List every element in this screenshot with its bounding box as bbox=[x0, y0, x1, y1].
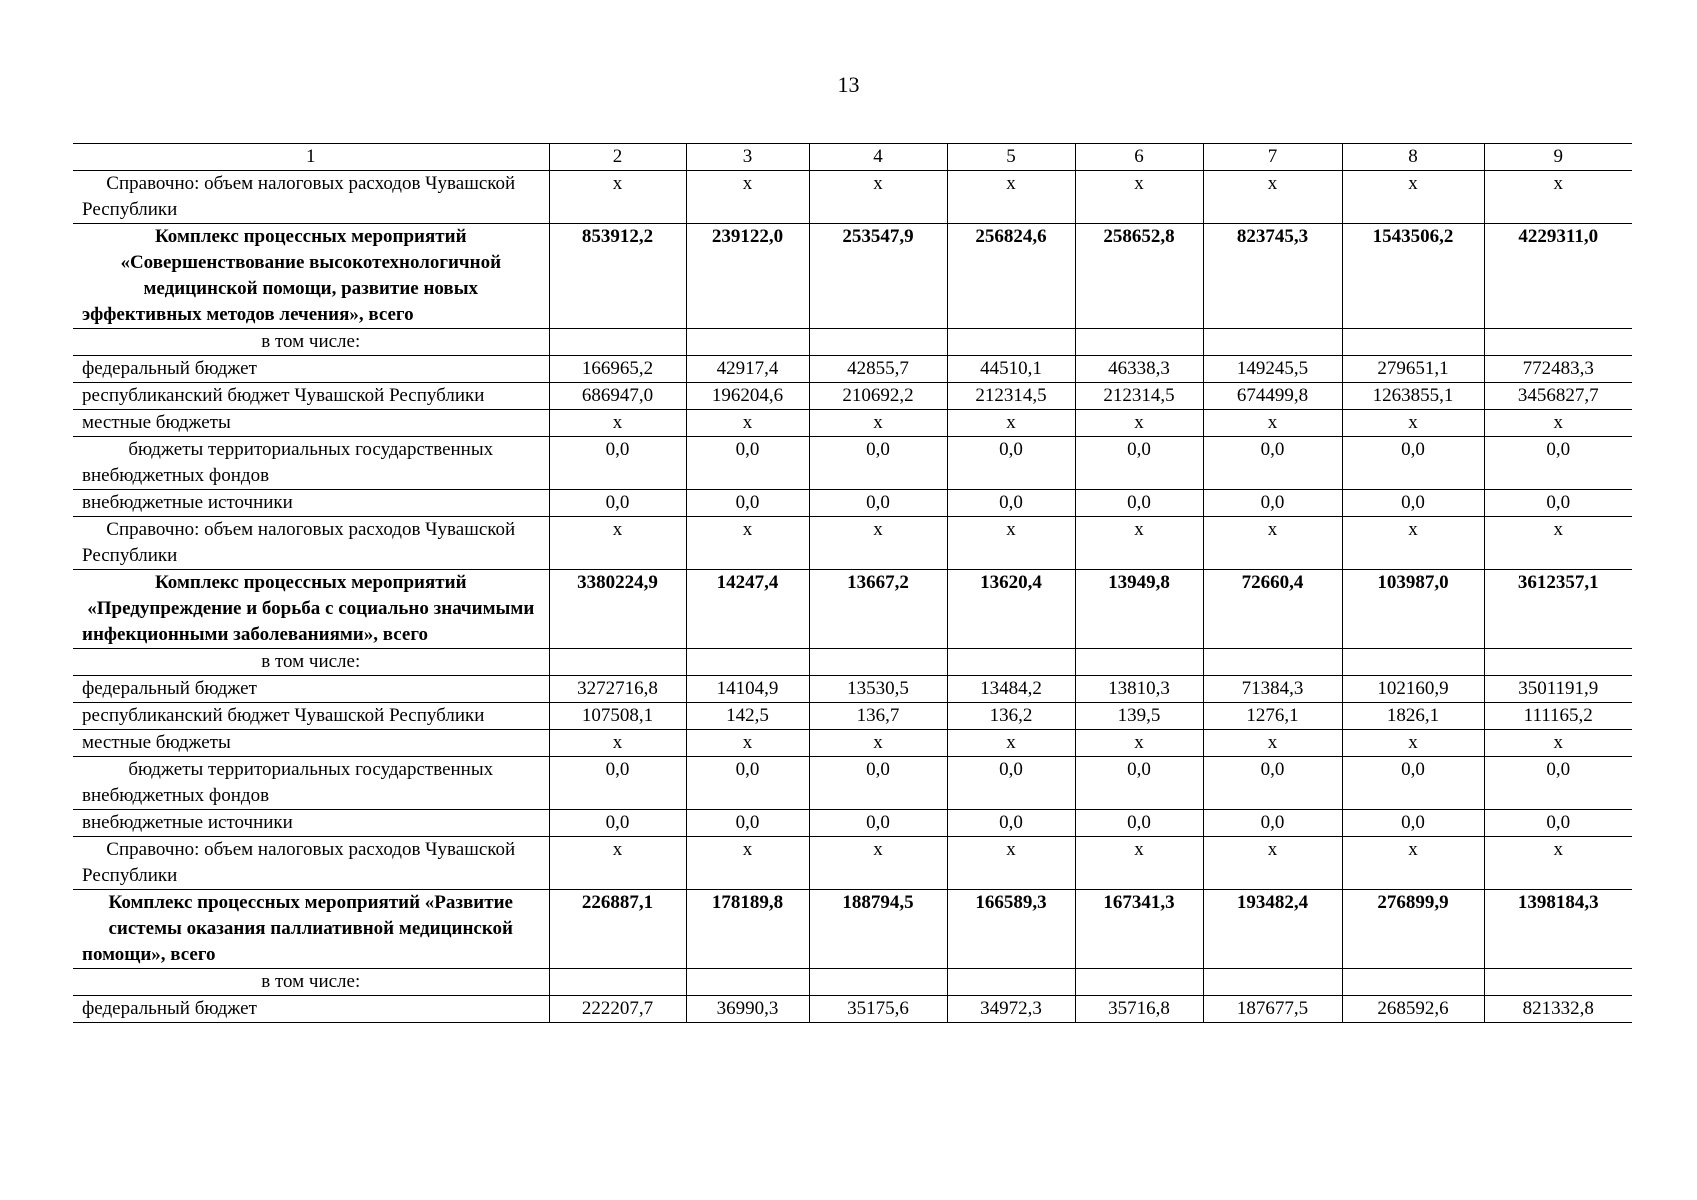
value-cell: 166589,3 bbox=[947, 890, 1075, 969]
value-cell: 34972,3 bbox=[947, 996, 1075, 1023]
row-label: федеральный бюджет bbox=[73, 356, 549, 383]
value-cell: 0,0 bbox=[809, 437, 947, 490]
value-cell bbox=[809, 969, 947, 996]
value-cell: 13810,3 bbox=[1075, 676, 1203, 703]
row-label: в том числе: bbox=[73, 329, 549, 356]
value-cell: 674499,8 bbox=[1203, 383, 1342, 410]
value-cell: 0,0 bbox=[809, 757, 947, 810]
row-label: Комплекс процессных мероприятий «Совершенствование высокотехнологичной медицинской помощи, развитие новых эффективных методов лечения», всего bbox=[73, 224, 549, 329]
table-row bbox=[73, 517, 1632, 570]
value-cell bbox=[1342, 969, 1484, 996]
value-cell: 72660,4 bbox=[1203, 570, 1342, 649]
value-cell: 13620,4 bbox=[947, 570, 1075, 649]
value-cell bbox=[1342, 649, 1484, 676]
table-row bbox=[73, 383, 1632, 410]
value-cell: 193482,4 bbox=[1203, 890, 1342, 969]
value-cell: x bbox=[809, 837, 947, 890]
column-number: 9 bbox=[1484, 144, 1632, 171]
value-cell: 102160,9 bbox=[1342, 676, 1484, 703]
value-cell: 167341,3 bbox=[1075, 890, 1203, 969]
table-row bbox=[73, 171, 1632, 224]
value-cell: x bbox=[1075, 410, 1203, 437]
value-cell bbox=[549, 649, 686, 676]
value-cell: x bbox=[947, 410, 1075, 437]
row-label: республиканский бюджет Чувашской Республики bbox=[73, 703, 549, 730]
value-cell: 42855,7 bbox=[809, 356, 947, 383]
value-cell: 0,0 bbox=[809, 810, 947, 837]
row-label: Справочно: объем налоговых расходов Чувашской Республики bbox=[73, 517, 549, 570]
table-row-program bbox=[73, 890, 1632, 969]
row-label: бюджеты территориальных государственных внебюджетных фондов bbox=[73, 437, 549, 490]
value-cell: 0,0 bbox=[947, 490, 1075, 517]
value-cell: 1276,1 bbox=[1203, 703, 1342, 730]
value-cell: x bbox=[1484, 837, 1632, 890]
value-cell: 166965,2 bbox=[549, 356, 686, 383]
value-cell: 0,0 bbox=[1484, 810, 1632, 837]
value-cell bbox=[1484, 329, 1632, 356]
value-cell bbox=[1484, 649, 1632, 676]
value-cell bbox=[1075, 969, 1203, 996]
value-cell bbox=[686, 329, 809, 356]
row-label: в том числе: bbox=[73, 649, 549, 676]
value-cell: 13530,5 bbox=[809, 676, 947, 703]
value-cell: x bbox=[1342, 730, 1484, 757]
value-cell: x bbox=[549, 730, 686, 757]
row-label: федеральный бюджет bbox=[73, 996, 549, 1023]
table-row-program bbox=[73, 224, 1632, 329]
value-cell: x bbox=[686, 410, 809, 437]
value-cell: 139,5 bbox=[1075, 703, 1203, 730]
value-cell: 0,0 bbox=[1342, 757, 1484, 810]
column-number: 8 bbox=[1342, 144, 1484, 171]
value-cell: 0,0 bbox=[1075, 757, 1203, 810]
table-row bbox=[73, 757, 1632, 810]
value-cell: 0,0 bbox=[549, 757, 686, 810]
value-cell: x bbox=[947, 730, 1075, 757]
row-label: внебюджетные источники bbox=[73, 490, 549, 517]
table-row-subheader bbox=[73, 649, 1632, 676]
table-row-subheader bbox=[73, 969, 1632, 996]
value-cell: 0,0 bbox=[1075, 490, 1203, 517]
value-cell: 13484,2 bbox=[947, 676, 1075, 703]
value-cell bbox=[947, 649, 1075, 676]
table-row bbox=[73, 837, 1632, 890]
value-cell: 3272716,8 bbox=[549, 676, 686, 703]
value-cell: x bbox=[549, 171, 686, 224]
table-row-subheader bbox=[73, 329, 1632, 356]
value-cell: x bbox=[947, 171, 1075, 224]
value-cell: 0,0 bbox=[686, 757, 809, 810]
value-cell: 0,0 bbox=[1484, 490, 1632, 517]
value-cell: x bbox=[1075, 171, 1203, 224]
value-cell bbox=[1203, 649, 1342, 676]
value-cell bbox=[1484, 969, 1632, 996]
value-cell: 0,0 bbox=[1203, 810, 1342, 837]
value-cell: 0,0 bbox=[947, 757, 1075, 810]
value-cell bbox=[947, 329, 1075, 356]
value-cell: 1398184,3 bbox=[1484, 890, 1632, 969]
table-row bbox=[73, 810, 1632, 837]
column-number: 4 bbox=[809, 144, 947, 171]
column-number: 2 bbox=[549, 144, 686, 171]
value-cell: 13949,8 bbox=[1075, 570, 1203, 649]
value-cell bbox=[549, 969, 686, 996]
value-cell: x bbox=[1484, 517, 1632, 570]
value-cell: 107508,1 bbox=[549, 703, 686, 730]
value-cell: x bbox=[1342, 410, 1484, 437]
value-cell: x bbox=[1075, 517, 1203, 570]
value-cell: x bbox=[1075, 730, 1203, 757]
row-label: местные бюджеты bbox=[73, 410, 549, 437]
value-cell: 0,0 bbox=[1342, 490, 1484, 517]
value-cell: 0,0 bbox=[1342, 437, 1484, 490]
value-cell: 0,0 bbox=[1203, 490, 1342, 517]
value-cell: 210692,2 bbox=[809, 383, 947, 410]
value-cell: 71384,3 bbox=[1203, 676, 1342, 703]
value-cell: x bbox=[549, 837, 686, 890]
value-cell: x bbox=[1342, 517, 1484, 570]
value-cell: 212314,5 bbox=[947, 383, 1075, 410]
value-cell: 853912,2 bbox=[549, 224, 686, 329]
value-cell: 0,0 bbox=[1342, 810, 1484, 837]
value-cell: 188794,5 bbox=[809, 890, 947, 969]
value-cell: x bbox=[549, 410, 686, 437]
value-cell: 3380224,9 bbox=[549, 570, 686, 649]
row-label: в том числе: bbox=[73, 969, 549, 996]
table-row bbox=[73, 490, 1632, 517]
value-cell: x bbox=[549, 517, 686, 570]
value-cell: 36990,3 bbox=[686, 996, 809, 1023]
row-label: бюджеты территориальных государственных внебюджетных фондов bbox=[73, 757, 549, 810]
row-label: федеральный бюджет bbox=[73, 676, 549, 703]
value-cell: 111165,2 bbox=[1484, 703, 1632, 730]
row-label: Комплекс процессных мероприятий «Предупреждение и борьба с социально значимыми инфекционными заболеваниями», всего bbox=[73, 570, 549, 649]
column-number: 7 bbox=[1203, 144, 1342, 171]
value-cell: 0,0 bbox=[549, 437, 686, 490]
table-body bbox=[73, 144, 1632, 1023]
table-row bbox=[73, 703, 1632, 730]
value-cell: 13667,2 bbox=[809, 570, 947, 649]
table-row bbox=[73, 676, 1632, 703]
value-cell: 0,0 bbox=[947, 810, 1075, 837]
value-cell: 0,0 bbox=[1203, 437, 1342, 490]
value-cell: 103987,0 bbox=[1342, 570, 1484, 649]
value-cell bbox=[809, 329, 947, 356]
value-cell: x bbox=[1203, 517, 1342, 570]
value-cell: x bbox=[686, 837, 809, 890]
value-cell: x bbox=[686, 517, 809, 570]
value-cell: 0,0 bbox=[1484, 437, 1632, 490]
value-cell: x bbox=[686, 171, 809, 224]
value-cell: x bbox=[686, 730, 809, 757]
value-cell: 0,0 bbox=[686, 437, 809, 490]
column-number: 3 bbox=[686, 144, 809, 171]
value-cell: x bbox=[809, 730, 947, 757]
value-cell bbox=[947, 969, 1075, 996]
value-cell: 42917,4 bbox=[686, 356, 809, 383]
value-cell bbox=[686, 649, 809, 676]
value-cell: x bbox=[809, 517, 947, 570]
value-cell bbox=[1075, 329, 1203, 356]
row-label: Комплекс процессных мероприятий «Развитие системы оказания паллиативной медицинской помощи», всего bbox=[73, 890, 549, 969]
value-cell bbox=[809, 649, 947, 676]
value-cell: x bbox=[947, 517, 1075, 570]
value-cell: 823745,3 bbox=[1203, 224, 1342, 329]
value-cell: 222207,7 bbox=[549, 996, 686, 1023]
value-cell: 3501191,9 bbox=[1484, 676, 1632, 703]
value-cell: 772483,3 bbox=[1484, 356, 1632, 383]
value-cell: 0,0 bbox=[686, 490, 809, 517]
value-cell: 279651,1 bbox=[1342, 356, 1484, 383]
value-cell: 1826,1 bbox=[1342, 703, 1484, 730]
value-cell: 46338,3 bbox=[1075, 356, 1203, 383]
value-cell bbox=[686, 969, 809, 996]
table-row bbox=[73, 410, 1632, 437]
value-cell: x bbox=[1484, 730, 1632, 757]
row-label: Справочно: объем налоговых расходов Чувашской Республики bbox=[73, 171, 549, 224]
value-cell: 0,0 bbox=[1075, 437, 1203, 490]
value-cell: 0,0 bbox=[1484, 757, 1632, 810]
column-number: 1 bbox=[73, 144, 549, 171]
value-cell: 821332,8 bbox=[1484, 996, 1632, 1023]
row-label: внебюджетные источники bbox=[73, 810, 549, 837]
table-row bbox=[73, 730, 1632, 757]
value-cell: 187677,5 bbox=[1203, 996, 1342, 1023]
value-cell: x bbox=[947, 837, 1075, 890]
value-cell: 3456827,7 bbox=[1484, 383, 1632, 410]
value-cell: x bbox=[1203, 730, 1342, 757]
value-cell: 212314,5 bbox=[1075, 383, 1203, 410]
table-row-program bbox=[73, 570, 1632, 649]
value-cell: x bbox=[1342, 171, 1484, 224]
row-label: Справочно: объем налоговых расходов Чувашской Республики bbox=[73, 837, 549, 890]
value-cell: x bbox=[1203, 837, 1342, 890]
value-cell: 0,0 bbox=[549, 490, 686, 517]
value-cell: 44510,1 bbox=[947, 356, 1075, 383]
table-row bbox=[73, 356, 1632, 383]
value-cell: 256824,6 bbox=[947, 224, 1075, 329]
value-cell: x bbox=[809, 410, 947, 437]
value-cell: 35175,6 bbox=[809, 996, 947, 1023]
value-cell: 258652,8 bbox=[1075, 224, 1203, 329]
value-cell: 0,0 bbox=[947, 437, 1075, 490]
row-label: республиканский бюджет Чувашской Республики bbox=[73, 383, 549, 410]
value-cell: 0,0 bbox=[809, 490, 947, 517]
value-cell: 276899,9 bbox=[1342, 890, 1484, 969]
value-cell bbox=[1203, 329, 1342, 356]
table-row bbox=[73, 437, 1632, 490]
value-cell: 178189,8 bbox=[686, 890, 809, 969]
value-cell: 142,5 bbox=[686, 703, 809, 730]
budget-table bbox=[73, 143, 1632, 1023]
value-cell: 14104,9 bbox=[686, 676, 809, 703]
value-cell: 14247,4 bbox=[686, 570, 809, 649]
value-cell bbox=[1203, 969, 1342, 996]
value-cell: 226887,1 bbox=[549, 890, 686, 969]
value-cell: 196204,6 bbox=[686, 383, 809, 410]
value-cell: 0,0 bbox=[1203, 757, 1342, 810]
value-cell: x bbox=[1484, 171, 1632, 224]
value-cell: 136,2 bbox=[947, 703, 1075, 730]
value-cell: 1543506,2 bbox=[1342, 224, 1484, 329]
column-number-row bbox=[73, 144, 1632, 171]
value-cell: 686947,0 bbox=[549, 383, 686, 410]
value-cell: 136,7 bbox=[809, 703, 947, 730]
value-cell: x bbox=[1203, 410, 1342, 437]
value-cell: x bbox=[1075, 837, 1203, 890]
value-cell: x bbox=[1484, 410, 1632, 437]
value-cell bbox=[549, 329, 686, 356]
value-cell: 3612357,1 bbox=[1484, 570, 1632, 649]
page-number: 13 bbox=[837, 72, 860, 97]
value-cell: 1263855,1 bbox=[1342, 383, 1484, 410]
value-cell bbox=[1075, 649, 1203, 676]
value-cell: x bbox=[1342, 837, 1484, 890]
value-cell: 149245,5 bbox=[1203, 356, 1342, 383]
value-cell: 0,0 bbox=[1075, 810, 1203, 837]
value-cell: 0,0 bbox=[686, 810, 809, 837]
row-label: местные бюджеты bbox=[73, 730, 549, 757]
value-cell: 0,0 bbox=[549, 810, 686, 837]
column-number: 5 bbox=[947, 144, 1075, 171]
value-cell: 239122,0 bbox=[686, 224, 809, 329]
value-cell: x bbox=[1203, 171, 1342, 224]
value-cell bbox=[1342, 329, 1484, 356]
table-row bbox=[73, 996, 1632, 1023]
column-number: 6 bbox=[1075, 144, 1203, 171]
value-cell: 4229311,0 bbox=[1484, 224, 1632, 329]
value-cell: 268592,6 bbox=[1342, 996, 1484, 1023]
value-cell: 253547,9 bbox=[809, 224, 947, 329]
value-cell: 35716,8 bbox=[1075, 996, 1203, 1023]
value-cell: x bbox=[809, 171, 947, 224]
